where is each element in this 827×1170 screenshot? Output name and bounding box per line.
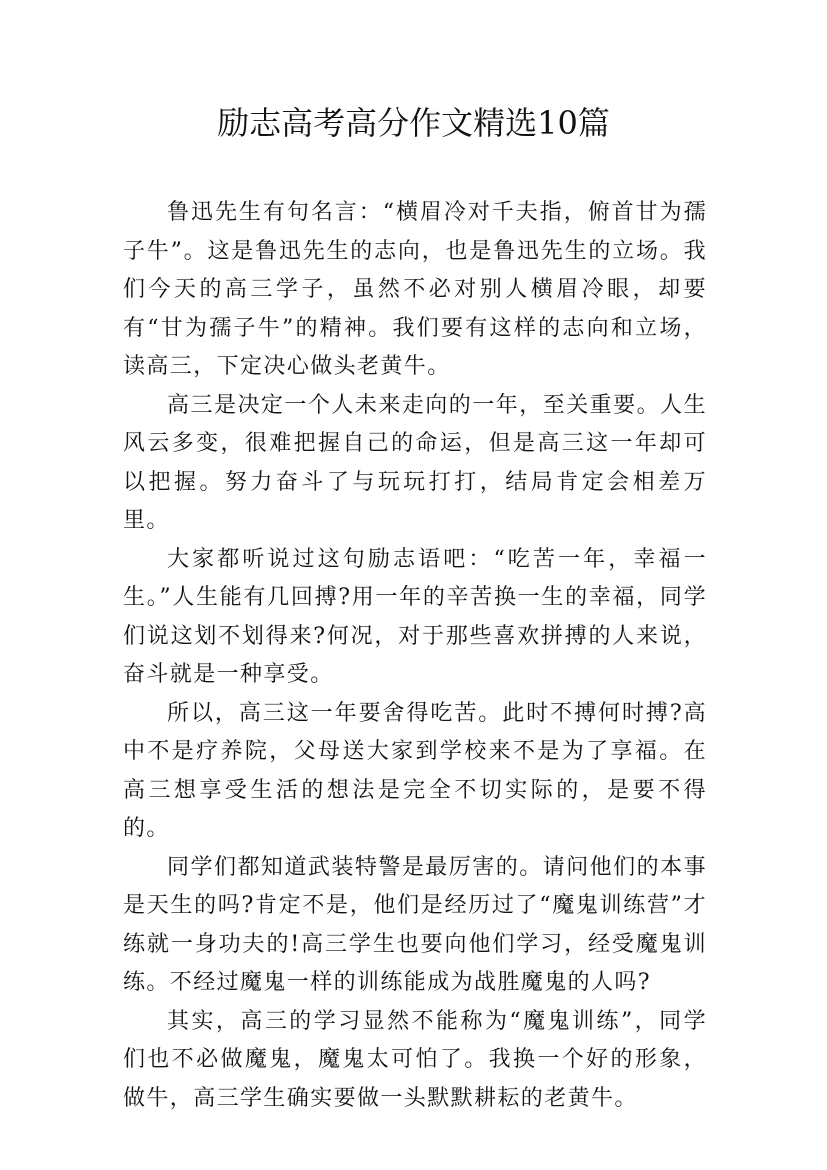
paragraph-6: 其实，高三的学习显然不能称为“魔鬼训练”，同学们也不必做魔鬼，魔鬼太可怕了。我换一个好的形象，做牛，高三学生确实要做一头默默耕耘的老黄牛。 <box>123 1008 707 1111</box>
paragraph-2: 高三是决定一个人未来走向的一年，至关重要。人生风云多变，很难把握自己的命运，但是高三这一年却可以把握。努力奋斗了与玩玩打打，结局肯定会相差万里。 <box>123 392 707 533</box>
paragraph-3: 大家都听说过这句励志语吧：“吃苦一年，幸福一生。”人生能有几回搏?用一年的辛苦换一生的幸福，同学们说这划不划得来?何况，对于那些喜欢拼搏的人来说，奋斗就是一种享受。 <box>123 546 707 687</box>
document-body <box>123 194 707 1118</box>
paragraph-5: 同学们都知道武装特警是最厉害的。请问他们的本事是天生的吗?肯定不是，他们是经历过了“魔鬼训练营”才练就一身功夫的!高三学生也要向他们学习，经受魔鬼训练。不经过魔鬼一样的训练能成为战胜魔鬼的人吗? <box>123 854 707 995</box>
paragraph-1: 鲁迅先生有句名言：“横眉冷对千夫指，俯首甘为孺子牛”。这是鲁迅先生的志向，也是鲁迅先生的立场。我们今天的高三学子，虽然不必对别人横眉冷眼，却要有“甘为孺子牛”的精神。我们要有这样的志向和立场，读高三，下定决心做头老黄牛。 <box>123 200 707 379</box>
document-title: 励志高考高分作文精选10篇 <box>217 104 610 142</box>
paragraph-4: 所以，高三这一年要舍得吃苦。此时不搏何时搏?高中不是疗养院，父母送大家到学校来不是为了享福。在高三想享受生活的想法是完全不切实际的，是要不得的。 <box>123 700 707 841</box>
